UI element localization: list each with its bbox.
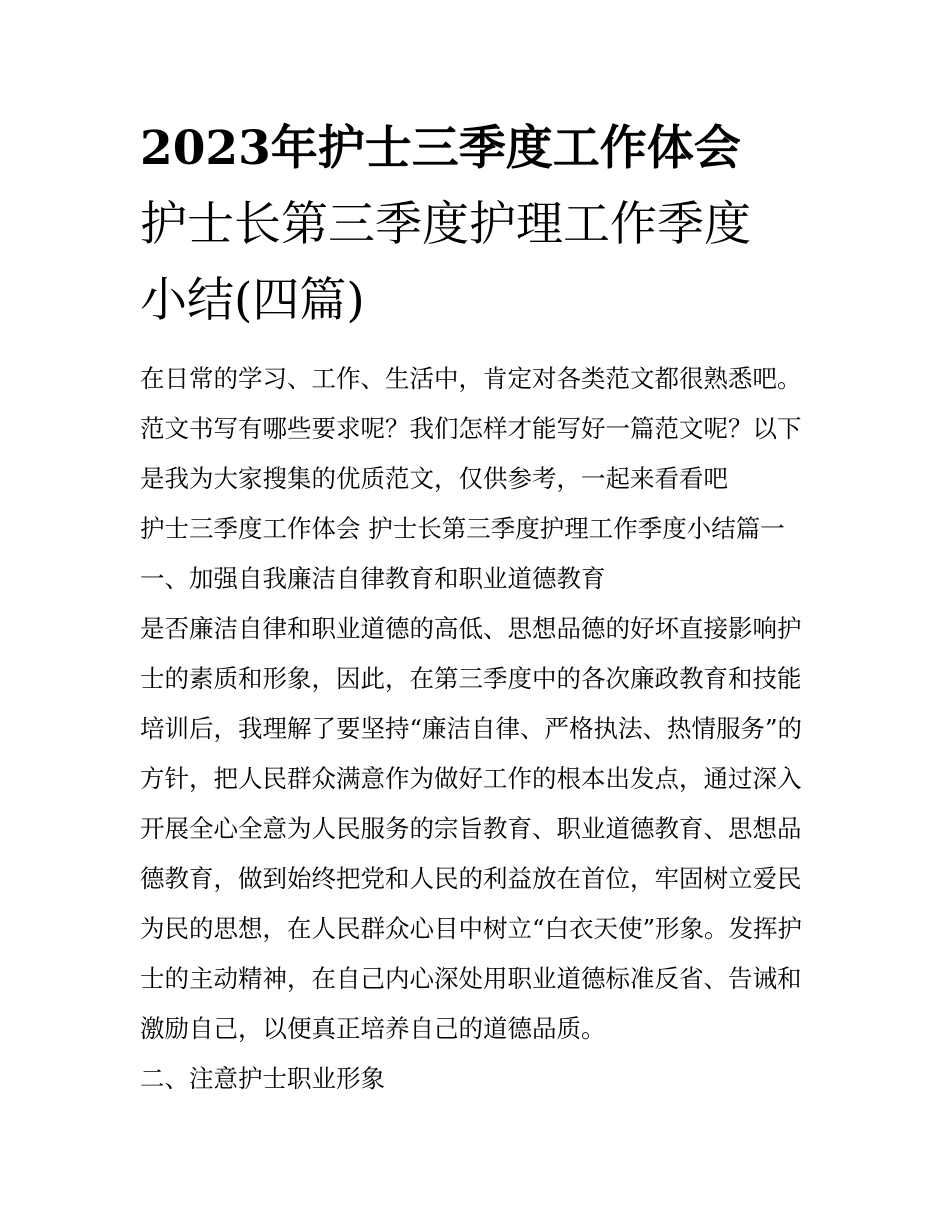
- body-line: 激励自己，以便真正培养自己的道德品质。: [140, 1014, 606, 1043]
- body-line: 为民的思想，在人民群众心目中树立“白衣天使”形象。发挥护: [140, 914, 803, 943]
- body-line: 在日常的学习、工作、生活中，肯定对各类范文都很熟悉吧。: [140, 364, 802, 393]
- title-line: 2023年护士三季度工作体会: [140, 121, 741, 176]
- body-line: 方针，把人民群众满意作为做好工作的根本出发点，通过深入: [140, 764, 802, 793]
- body-line: 是我为大家搜集的优质范文，仅供参考，一起来看看吧: [140, 464, 728, 493]
- body-line: 培训后，我理解了要坚持“廉洁自律、严格执法、热情服务”的: [140, 714, 803, 743]
- subsection-heading: 一、加强自我廉洁自律教育和职业道德教育: [140, 564, 606, 593]
- body-line: 范文书写有哪些要求呢？我们怎样才能写好一篇范文呢？以下: [140, 414, 802, 443]
- body-line: 开展全心全意为人民服务的宗旨教育、职业道德教育、思想品: [140, 814, 802, 843]
- document-title: [140, 111, 820, 339]
- title-line: 护士长第三季度护理工作季度: [140, 197, 751, 252]
- section-heading: 护士三季度工作体会 护士长第三季度护理工作季度小结篇一: [140, 514, 785, 543]
- body-line: 士的主动精神，在自己内心深处用职业道德标准反省、告诫和: [140, 964, 802, 993]
- body-line: 德教育，做到始终把党和人民的利益放在首位，牢固树立爱民: [140, 864, 802, 893]
- title-line: 小结(四篇): [140, 273, 365, 328]
- body-line: 是否廉洁自律和职业道德的高低、思想品德的好坏直接影响护: [140, 614, 802, 643]
- subsection-heading: 二、注意护士职业形象: [140, 1064, 385, 1093]
- document-body: [140, 354, 820, 1104]
- body-line: 士的素质和形象，因此，在第三季度中的各次廉政教育和技能: [140, 664, 802, 693]
